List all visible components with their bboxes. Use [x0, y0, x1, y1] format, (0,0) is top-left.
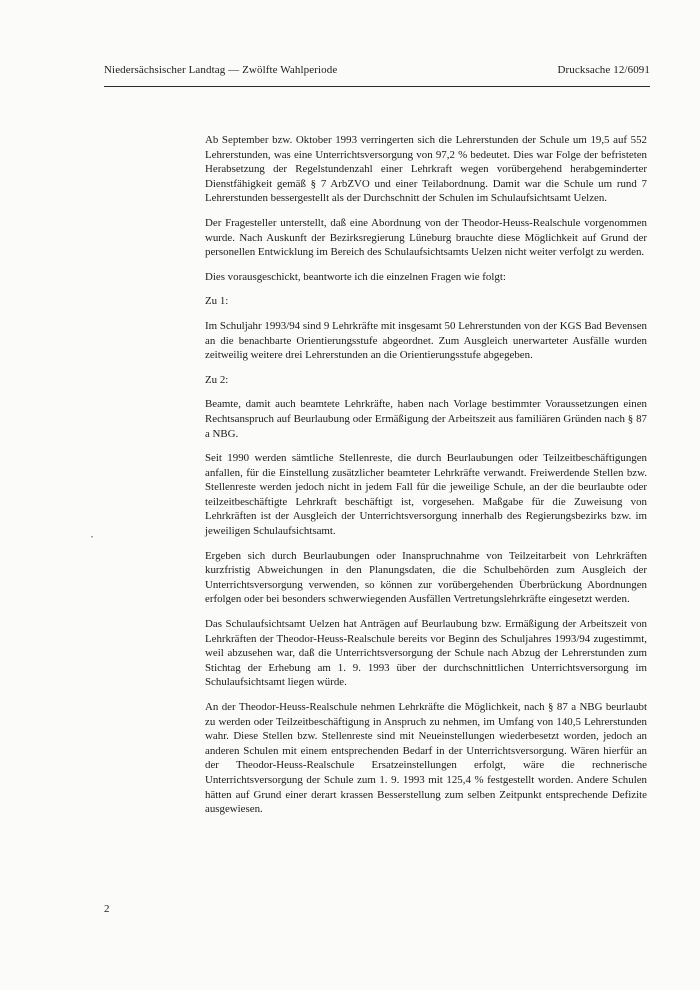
section-heading: Zu 2:	[205, 373, 229, 386]
header-document-number: Drucksache 12/6091	[557, 64, 650, 76]
paragraph: An der Theodor-Heuss-Realschule nehmen Lehrkräfte die Möglichkeit, nach § 87 a NBG beurlaubt zu werden oder Teilzeitbeschäftigung in Anspruch zu nehmen, im Umfang von 140,5 Lehrerstunden wahr. Diese Stellen bzw. Stellenreste sind mit Neueinstellungen wiederbesetzt worden, jedoch an anderen Schulen mit einem entsprechenden Bedarf in der Unterrichtsversorgung. Wären hierfür an der Theodor-Heuss-Realschule Ersatzeinstellungen erfolgt, wäre die rechnerische Unterrichtsversorgung der Schule zum 1. 9. 1993 mit 125,4 % festgestellt worden. Andere Schulen hätten auf Grund einer derart krassen Besserstellung zum selben Zeitpunkt entsprechende Defizite ausgewiesen.	[205, 701, 647, 816]
paragraph: Ab September bzw. Oktober 1993 verringerten sich die Lehrerstunden der Schule um 19,5 auf 552 Lehrerstunden, was eine Unterrichtsversorgung von 97,2 % bedeutet. Dies war Folge der befristeten Herabsetzung der Regelstundenzahl einer Lehrkraft wegen vorübergehend herabgeminderter Dienstfähigkeit gemäß § 7 ArbZVO und einer Teilabordnung. Damit war die Schule um rund 7 Lehrerstunden bessergestellt als der Durchschnitt der Schulen im Schulaufsichtsamt Uelzen.	[205, 134, 647, 205]
paragraph: Ergeben sich durch Beurlaubungen oder Inanspruchnahme von Teilzeitarbeit von Lehrkräften kurzfristig Abweichungen in den Planungsdaten, die die Schulbehörden zum Ausgleich der Unterrichtsversorgung verwenden, so können zur vorübergehenden Überbrückung Abordnungen erfolgen oder bei besonders schwerwiegenden Ausfällen Vertretungslehrkräfte eingesetzt werden.	[205, 549, 647, 606]
scan-speck: •	[91, 535, 94, 541]
section-heading: Zu 1:	[205, 295, 229, 308]
page-header	[104, 64, 650, 76]
page-number: 2	[104, 903, 110, 915]
paragraph: Beamte, damit auch beamtete Lehrkräfte, haben nach Vorlage bestimmter Voraussetzungen einen Rechtsanspruch auf Beurlaubung oder Ermäßigung der Arbeitszeit aus familiären Gründen nach § 87 a NBG.	[205, 398, 647, 440]
paragraph: Seit 1990 werden sämtliche Stellenreste, die durch Beurlaubungen oder Teilzeitbeschäftigungen anfallen, für die Einstellung zusätzlicher beamteter Lehrkräfte verwandt. Freiwerdende Stellen bzw. Stellenreste werden jedoch nicht in jedem Fall für die jeweilige Schule, an der die beurlaubte oder teilzeitbeschäftigte Lehrkraft beschäftigt ist, vorgesehen. Maßgabe für die Zuweisung von Lehrkräften ist der Ausgleich der Unterrichtsversorgung innerhalb des Regierungsbezirks bzw. im jeweiligen Schulaufsichtsamt.	[205, 452, 647, 538]
header-parliament: Niedersächsischer Landtag — Zwölfte Wahlperiode	[104, 64, 338, 76]
paragraph: Der Fragesteller unterstellt, daß eine Abordnung von der Theodor-Heuss-Realschule vorgenommen wurde. Nach Auskunft der Bezirksregierung Lüneburg brauchte diese Möglichkeit auf Grund der personellen Entwicklung im Bereich des Schulaufsichtsamts Uelzen nicht weiter verfolgt zu werden.	[205, 216, 647, 259]
header-rule	[104, 86, 650, 87]
paragraph: Das Schulaufsichtsamt Uelzen hat Anträgen auf Beurlaubung bzw. Ermäßigung der Arbeitszeit von Lehrkräften der Theodor-Heuss-Realschule bereits vor Beginn des Schuljahres 1993/94 zugestimmt, weil abzusehen war, daß die Unterrichtsversorgung der Schule nach Abzug der Lehrerstunden zum Stichtag der Erhebung am 1. 9. 1993 über der durchschnittlichen Unterrichtsversorgung im Schulaufsichtsamt liegen würde.	[205, 618, 647, 689]
paragraph: Dies vorausgeschickt, beantworte ich die einzelnen Fragen wie folgt:	[205, 270, 506, 283]
paragraph: Im Schuljahr 1993/94 sind 9 Lehrkräfte mit insgesamt 50 Lehrerstunden von der KGS Bad Bevensen an die benachbarte Orientierungsstufe abgeordnet. Zum Ausgleich unerwarteter Ausfälle wurden zeitweilig weitere drei Lehrerstunden an die Orientierungsstufe abgegeben.	[205, 319, 647, 362]
body-text	[205, 133, 647, 827]
